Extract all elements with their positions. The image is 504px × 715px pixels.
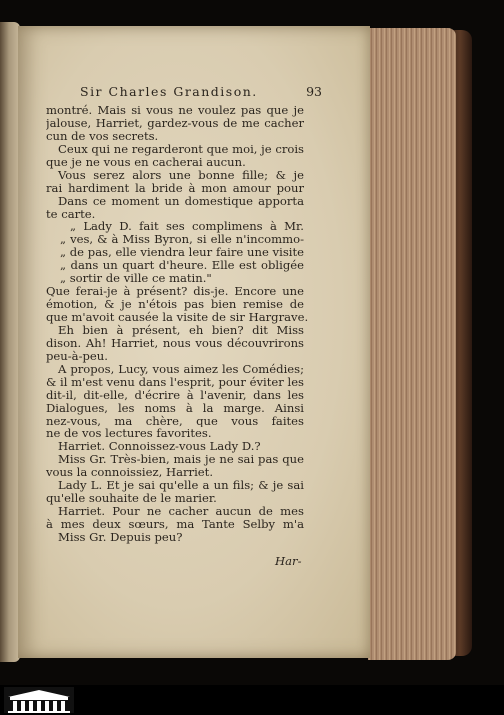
text-line: Ceux qui ne regarderont que moi, je crois [58, 142, 304, 156]
text-line: rai hardiment la bride à mon amour pour [46, 181, 304, 195]
text-line: nez-vous, ma chère, que vous faites [46, 414, 304, 428]
page-number: 93 [306, 84, 322, 99]
running-title: Sir Charles Grandison. [80, 84, 258, 99]
text-line: qu'elle souhaite de le marier. [46, 491, 217, 506]
running-header [80, 84, 322, 100]
text-line: Eh bien à présent, eh bien? dit Miss [58, 323, 304, 337]
text-line: émotion, & je n'étois pas bien remise de [46, 298, 304, 311]
text-line: cun de vos secrets. [46, 128, 159, 143]
text-line: te carte. [46, 206, 96, 221]
text-line: que m'avoit causée la visite de sir Hargrave. [46, 310, 309, 324]
text-line: „ de pas, elle viendra leur faire une visite [60, 246, 304, 260]
footer-bar [0, 685, 504, 715]
text-line: ne de vos lectures favorites. [46, 426, 212, 441]
left-page-edge [0, 22, 20, 662]
text-line: montré. Mais si vous ne voulez pas que je [46, 104, 304, 117]
text-line: Dans ce moment un domestique apporta [58, 194, 304, 208]
text-line: Miss Gr. Depuis peu? [58, 529, 183, 544]
text-line: dit-il, dit-elle, d'écrire à l'avenir, dans les [46, 388, 304, 402]
text-line: dison. Ah! Harriet, nous vous découvrirons [46, 336, 304, 350]
text-line: Miss Gr. Très-bien, mais je ne sai pas que [58, 453, 304, 467]
text-line: jalouse, Harriet, gardez-vous de me cacher [46, 116, 304, 130]
text-line: peu-à-peu. [46, 348, 108, 363]
text-line: „ ves, & à Miss Byron, si elle n'incommo- [60, 233, 304, 247]
text-line: Harriet. Pour ne cacher aucun de mes [58, 505, 304, 518]
text-line: & il m'est venu dans l'esprit, pour éviter les [46, 375, 304, 389]
text-line: Dialogues, les noms à la marge. Ainsi [46, 401, 304, 415]
text-line: Que ferai-je à présent? dis-je. Encore une [46, 285, 304, 299]
text-line: A propos, Lucy, vous aimez les Comédies; [58, 362, 304, 376]
text-line: „ sortir de ville ce matin." [60, 271, 212, 286]
text-line: „ Lady D. fait ses complimens à Mr. [70, 220, 304, 234]
text-line: que je ne vous en cacherai aucun. [46, 154, 246, 169]
text-line: Lady L. Et je sai qu'elle a un fils; & je sai [58, 479, 304, 493]
text-line: à mes deux sœurs, ma Tante Selby m'a [46, 518, 304, 531]
page-edges [368, 28, 456, 660]
body-text [46, 104, 309, 544]
text-line: „ dans un quart d'heure. Elle est obligée [60, 259, 304, 273]
catchword: Har- [275, 554, 302, 568]
library-logo-icon [4, 687, 74, 713]
text-line: vous la connoissiez, Harriet. [46, 465, 213, 480]
text-line: Harriet. Connoissez-vous Lady D.? [58, 439, 261, 454]
text-line: Vous serez alors une bonne fille; & je [58, 168, 304, 182]
